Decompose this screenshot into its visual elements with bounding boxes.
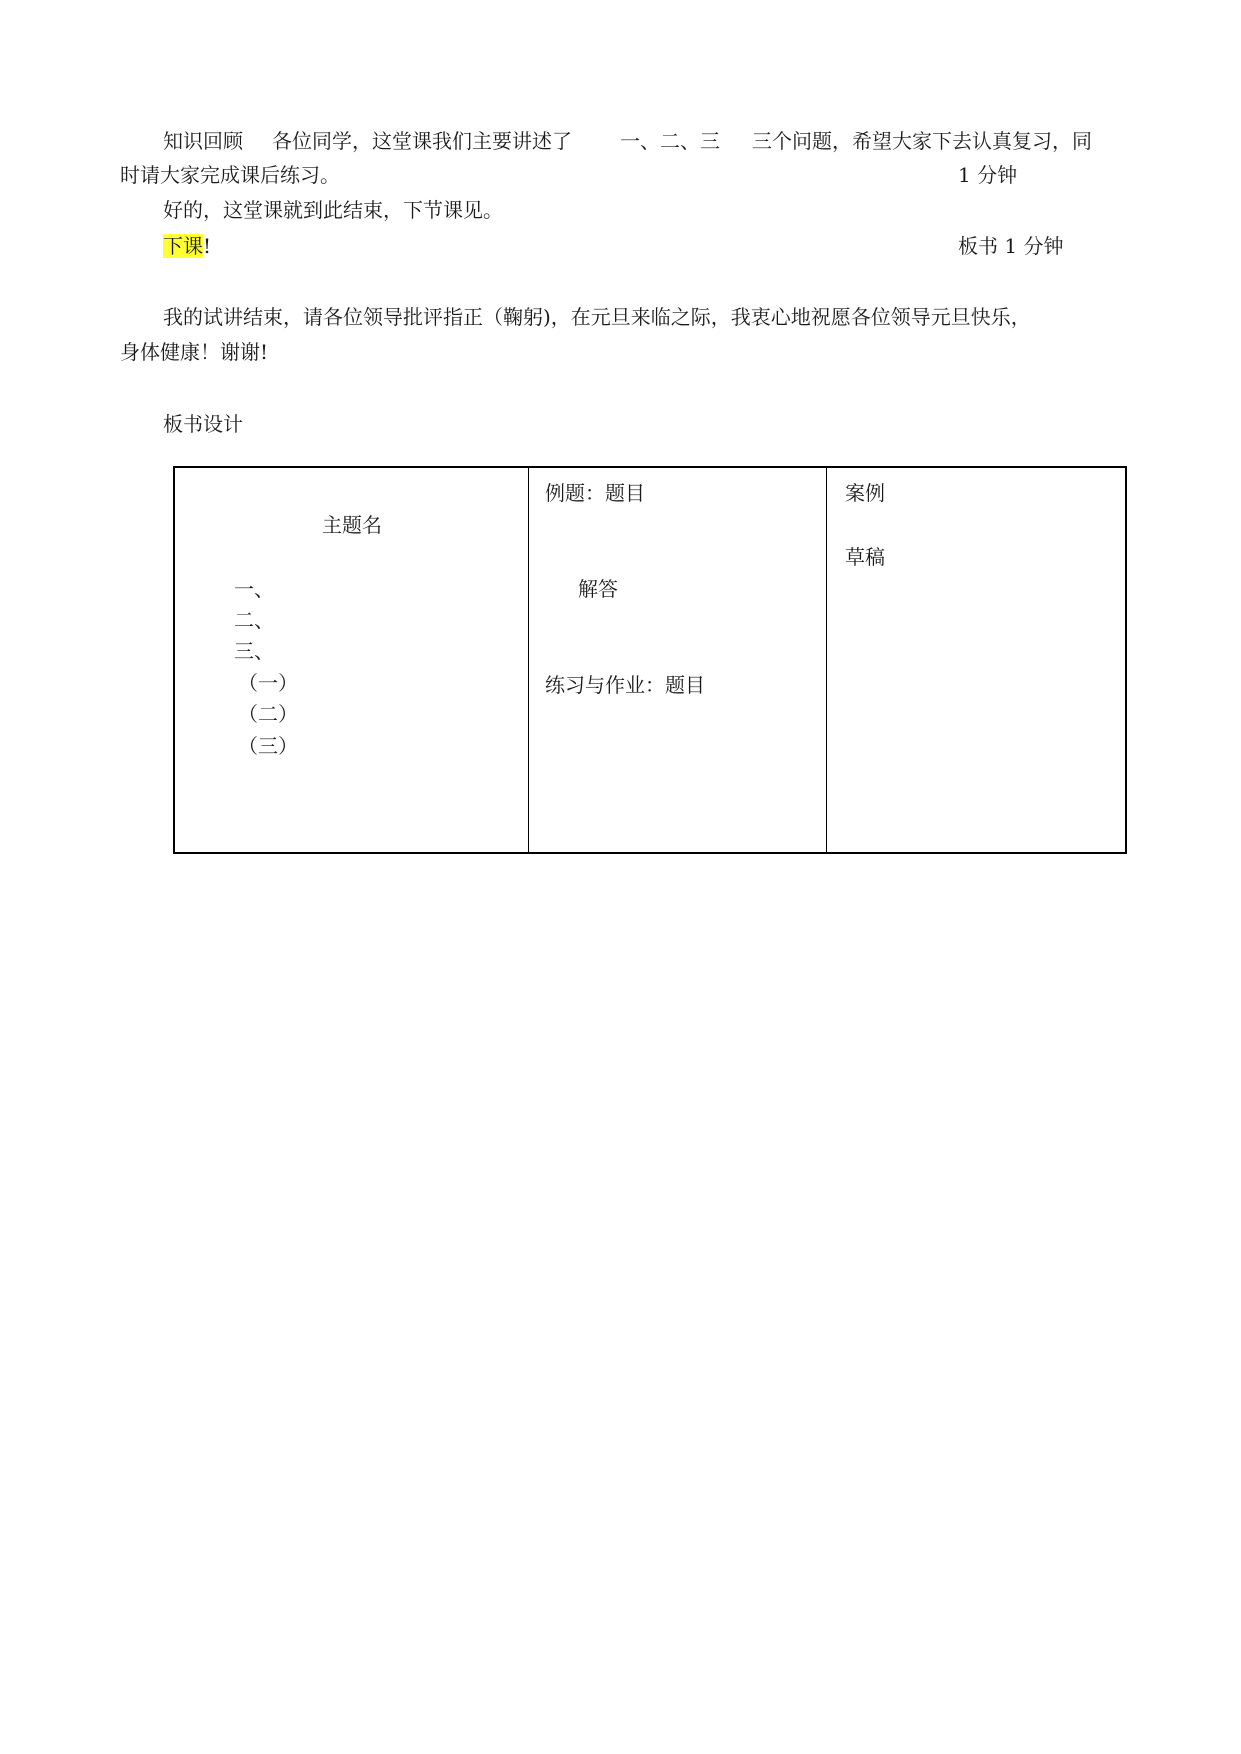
knowledge-review-label: 知识回顾 (163, 129, 243, 153)
outline-item-3: 三、 (234, 639, 274, 663)
paragraph1-text-b: 一、二、三 (620, 129, 720, 153)
board-design-table (173, 466, 1127, 854)
closing-line2: 身体健康！谢谢! (120, 340, 269, 364)
outline-subitem-2: （二） (238, 702, 298, 726)
closing-line1: 我的试讲结束，请各位领导批评指正（鞠躬)，在元旦来临之际，我衷心地祝愿各位领导元旦快乐， (163, 305, 1031, 329)
dismiss-exclaim: ! (203, 234, 212, 258)
paragraph1-text-a: 各位同学，这堂课我们主要讲述了 (272, 129, 572, 153)
case-label: 案例 (845, 481, 885, 505)
column-divider-2 (826, 468, 827, 852)
homework-label: 练习与作业：题目 (545, 673, 705, 697)
paragraph1-text-c: 三个问题，希望大家下去认真复习，同 (752, 129, 1092, 153)
answer-label: 解答 (578, 577, 618, 601)
outline-item-1: 一、 (234, 577, 274, 601)
draft-label: 草稿 (845, 545, 885, 569)
paragraph1-line2: 时请大家完成课后练习。 (120, 163, 340, 187)
outline-subitem-3: （三） (238, 734, 298, 758)
paragraph1-timing: 1 分钟 (958, 163, 1018, 187)
dismiss-highlight: 下课 (163, 234, 203, 258)
class-end-line: 好的，这堂课就到此结束，下节课见。 (163, 198, 503, 222)
board-design-title: 板书设计 (163, 412, 243, 436)
dismiss-timing: 板书 1 分钟 (958, 234, 1064, 258)
topic-name: 主题名 (322, 513, 382, 537)
outline-item-2: 二、 (234, 608, 274, 632)
dismiss-line (163, 234, 211, 258)
example-question: 例题：题目 (545, 481, 645, 505)
column-divider-1 (528, 468, 529, 852)
outline-subitem-1: （一） (238, 671, 298, 695)
